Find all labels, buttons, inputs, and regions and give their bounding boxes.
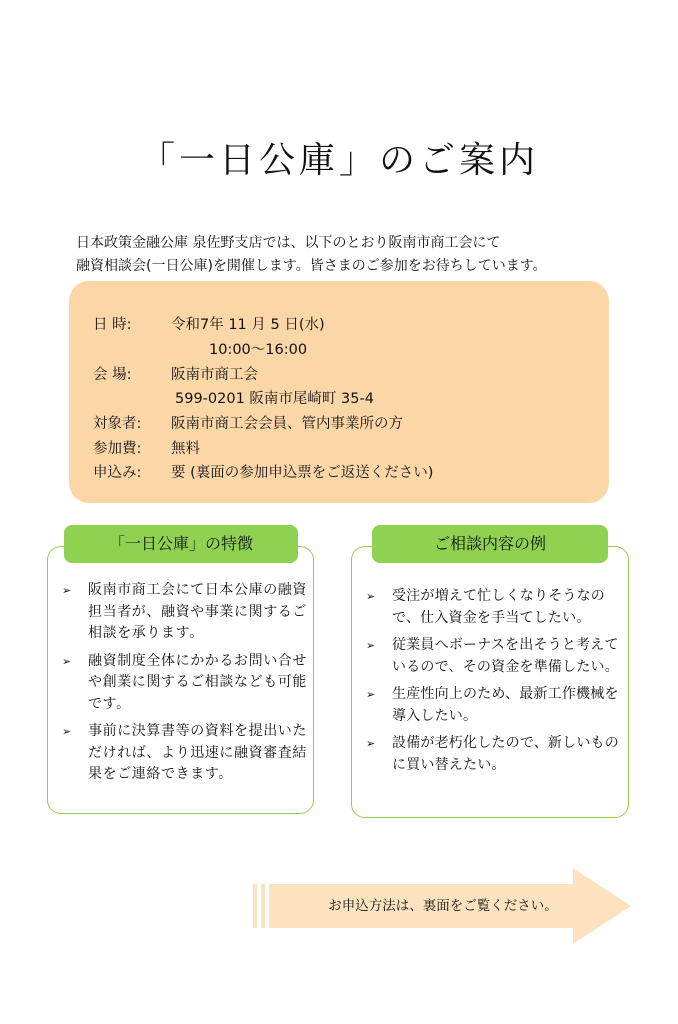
footer-arrow-text: お申込方法は、裏面をご覧ください。 (328, 898, 558, 914)
address-value: 599-0201 阪南市尾崎町 35-4 (175, 391, 374, 407)
features-list (62, 580, 310, 792)
arrow-bullet-icon: ➢ (366, 639, 376, 652)
examples-list (366, 586, 624, 782)
date-value: 令和7年 11 月 5 日(水) (171, 317, 325, 333)
page-title: 「一日公庫」のご案内 (138, 140, 539, 181)
date-label: 日 時: (93, 317, 132, 333)
list-item: ➢ 受注が増えて忙しくなりそうなので、仕入資金を手当てしたい。 (366, 588, 605, 626)
apply-value: 要 (裏面の参加申込票をご返送ください) (171, 465, 434, 481)
venue-row (93, 363, 258, 384)
arrow-bullet-icon: ➢ (366, 688, 376, 701)
list-item: ➢ 設備が老朽化したので、新しいものに買い替えたい。 (366, 735, 619, 773)
list-item: ➢ 生産性向上のため、最新工作機械を導入したい。 (366, 686, 619, 724)
list-item: ➢ 事前に決算書等の資料を提出いただければ、より迅速に融資審査結果をご連絡できます。 (62, 723, 307, 782)
arrow-bullet-icon: ➢ (62, 725, 72, 738)
arrow-bullet-icon: ➢ (62, 584, 72, 597)
intro-line-2: 融資相談会(一日公庫)を開催します。皆さまのご参加をお待ちしています。 (76, 258, 547, 274)
examples-heading: ご相談内容の例 (372, 525, 608, 563)
features-heading: 「一日公庫」の特徴 (64, 525, 298, 563)
target-row (93, 412, 403, 433)
arrow-bullet-icon: ➢ (62, 654, 72, 668)
target-value: 阪南市商工会会員、管内事業所の方 (171, 416, 403, 432)
time-value: 10:00〜16:00 (209, 342, 308, 358)
fee-row (93, 437, 200, 458)
fee-label: 参加費: (93, 441, 142, 457)
fee-value: 無料 (171, 441, 200, 457)
date-row (93, 313, 325, 334)
venue-value: 阪南市商工会 (171, 367, 258, 383)
list-item: ➢ 阪南市商工会にて日本公庫の融資担当者が、融資や事業に関するご相談を承ります。 (62, 582, 307, 641)
footer-arrow (253, 866, 633, 946)
apply-row (93, 461, 433, 482)
arrow-bullet-icon: ➢ (366, 737, 376, 750)
venue-label: 会 場: (93, 367, 132, 383)
intro-text (76, 232, 547, 278)
event-info-box (69, 281, 609, 503)
list-item: ➢ 融資制度全体にかかるお問い合せや創業に関するご相談なども可能です。 (62, 652, 307, 712)
intro-line-1: 日本政策金融公庫 泉佐野支店では、以下のとおり阪南市商工会にて (76, 235, 501, 251)
list-item: ➢ 従業員へボーナスを出そうと考えているので、その資金を準備したい。 (366, 637, 619, 675)
apply-label: 申込み: (93, 465, 142, 481)
target-label: 対象者: (93, 416, 142, 432)
arrow-bullet-icon: ➢ (366, 590, 376, 603)
